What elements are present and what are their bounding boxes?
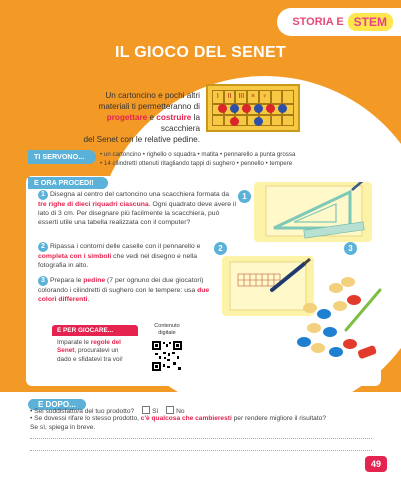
per-giocare-box xyxy=(52,325,138,373)
game-piece xyxy=(218,104,227,113)
step-2 xyxy=(38,242,208,270)
procedure-label: E ORA PROCEDI! xyxy=(28,177,108,189)
game-piece xyxy=(230,117,239,126)
pg-text: , procuratevi un dado e sfidatevi tra voi! xyxy=(57,347,123,363)
intro-line: materiali ti permetteranno di xyxy=(98,102,200,111)
pg-highlight: regole del Senet xyxy=(57,339,121,355)
question-text: • Sei soddisfatto/a del tuo prodotto? xyxy=(30,408,135,415)
badge-stem: STEM xyxy=(348,13,393,31)
senet-board-photo xyxy=(206,84,300,132)
badge-storia: STORIA E xyxy=(292,16,344,28)
board-symbol: III xyxy=(235,90,247,104)
qr-code[interactable] xyxy=(151,340,183,372)
step-text: Disegna al centro del cartoncino una scacchiera formata da xyxy=(50,191,230,198)
board-cell xyxy=(282,115,294,126)
intro-text xyxy=(70,90,200,145)
board-symbol: I xyxy=(212,90,224,104)
answer-line[interactable] xyxy=(30,438,372,439)
question-text: Se sì, spiega in breve. xyxy=(30,424,96,431)
ruler-triangle-drawing xyxy=(254,182,372,242)
si-checkbox[interactable] xyxy=(142,406,150,414)
intro-highlight: costruire xyxy=(156,113,192,122)
intro-text-fragment: la scacchiera xyxy=(160,113,200,133)
step-text: . xyxy=(87,296,90,303)
per-giocare-label: E PER GIOCARE... xyxy=(52,325,138,336)
board-symbol: × xyxy=(247,90,259,104)
step-1 xyxy=(38,190,238,227)
no-checkbox[interactable] xyxy=(166,406,174,414)
step-highlight: tre righe di dieci riquadri ciascuna xyxy=(38,201,149,208)
board-symbol: ♀ xyxy=(259,90,271,104)
game-piece xyxy=(254,104,263,113)
intro-text-fragment: e xyxy=(147,113,157,122)
e-dopo-label: E DOPO... xyxy=(28,399,86,410)
corks-paint-drawing xyxy=(296,268,382,368)
qr-code-icon xyxy=(151,340,183,372)
illustration-number: 1 xyxy=(238,190,251,203)
step-text: Prepara le xyxy=(50,277,84,284)
step-number: 3 xyxy=(38,276,48,286)
board-cell xyxy=(271,115,283,126)
materials-line: • 14 cilindretti ottenuti ritagliando tappi di sughero • pennello • tempere xyxy=(100,160,293,167)
illustration-number: 3 xyxy=(344,242,357,255)
intro-highlight: progettare xyxy=(106,113,148,122)
contenuto-line: Contenuto xyxy=(154,323,180,329)
illustration-number: 2 xyxy=(214,242,227,255)
game-piece xyxy=(242,104,251,113)
game-piece xyxy=(278,104,287,113)
intro-line: del Senet con le relative pedine. xyxy=(83,135,200,144)
materials-line: • un cartoncino • righello o squadra • matita • pennarello a punta grossa xyxy=(100,151,296,158)
step-text: che vedi nel disegno e nella fotografia in alto. xyxy=(38,253,198,269)
board-cell xyxy=(212,115,224,126)
step-number: 1 xyxy=(38,190,48,200)
answer-line[interactable] xyxy=(30,450,372,451)
game-piece xyxy=(266,104,275,113)
question-text: per rendere migliore il risultato? xyxy=(231,415,326,422)
step-3 xyxy=(38,276,210,304)
materials-list xyxy=(100,150,380,168)
si-label: Sì xyxy=(152,408,159,415)
intro-line: Un cartoncino e pochi altri xyxy=(105,91,200,100)
materials-label: TI SERVONO... xyxy=(28,150,96,164)
step-text: . Ogni quadrato deve avere il lato di 3 cm. Per disegnare più facilmente la scacchiera, può esserti utile una tabella realizzata con il computer? xyxy=(38,201,236,226)
page-number: 49 xyxy=(365,456,387,472)
step-text: Ripassa i contorni delle caselle con il pennarello e xyxy=(50,243,201,250)
per-giocare-text xyxy=(52,336,138,367)
step-text: (7 per ognuno dei due giocatori) colorando i cilindretti di sughero con le tempere: usa xyxy=(38,277,204,294)
step-number: 2 xyxy=(38,242,48,252)
step-highlight: due colori differenti xyxy=(38,287,210,303)
step-highlight: pedine xyxy=(83,277,106,284)
page-title: IL GIOCO DEL SENET xyxy=(114,44,287,61)
contenuto-line: digitale xyxy=(158,329,176,336)
board-symbol: II xyxy=(224,90,236,104)
pg-text: Imparate le xyxy=(57,339,91,346)
cardboard-illustration xyxy=(254,182,372,242)
step-highlight: completa con i simboli xyxy=(38,253,112,260)
contenuto-digitale-label xyxy=(146,323,188,336)
subject-badge xyxy=(277,8,401,36)
board-cell xyxy=(271,90,283,104)
board-cell xyxy=(282,90,294,104)
game-piece xyxy=(254,117,263,126)
reflection-question-2 xyxy=(30,414,375,432)
game-piece xyxy=(230,104,239,113)
no-label: No xyxy=(176,408,185,415)
pieces-illustration xyxy=(296,268,382,368)
question-text: • Se dovessi rifare lo stesso prodotto, xyxy=(30,415,141,422)
question-highlight: c'è qualcosa che cambieresti xyxy=(140,415,232,422)
